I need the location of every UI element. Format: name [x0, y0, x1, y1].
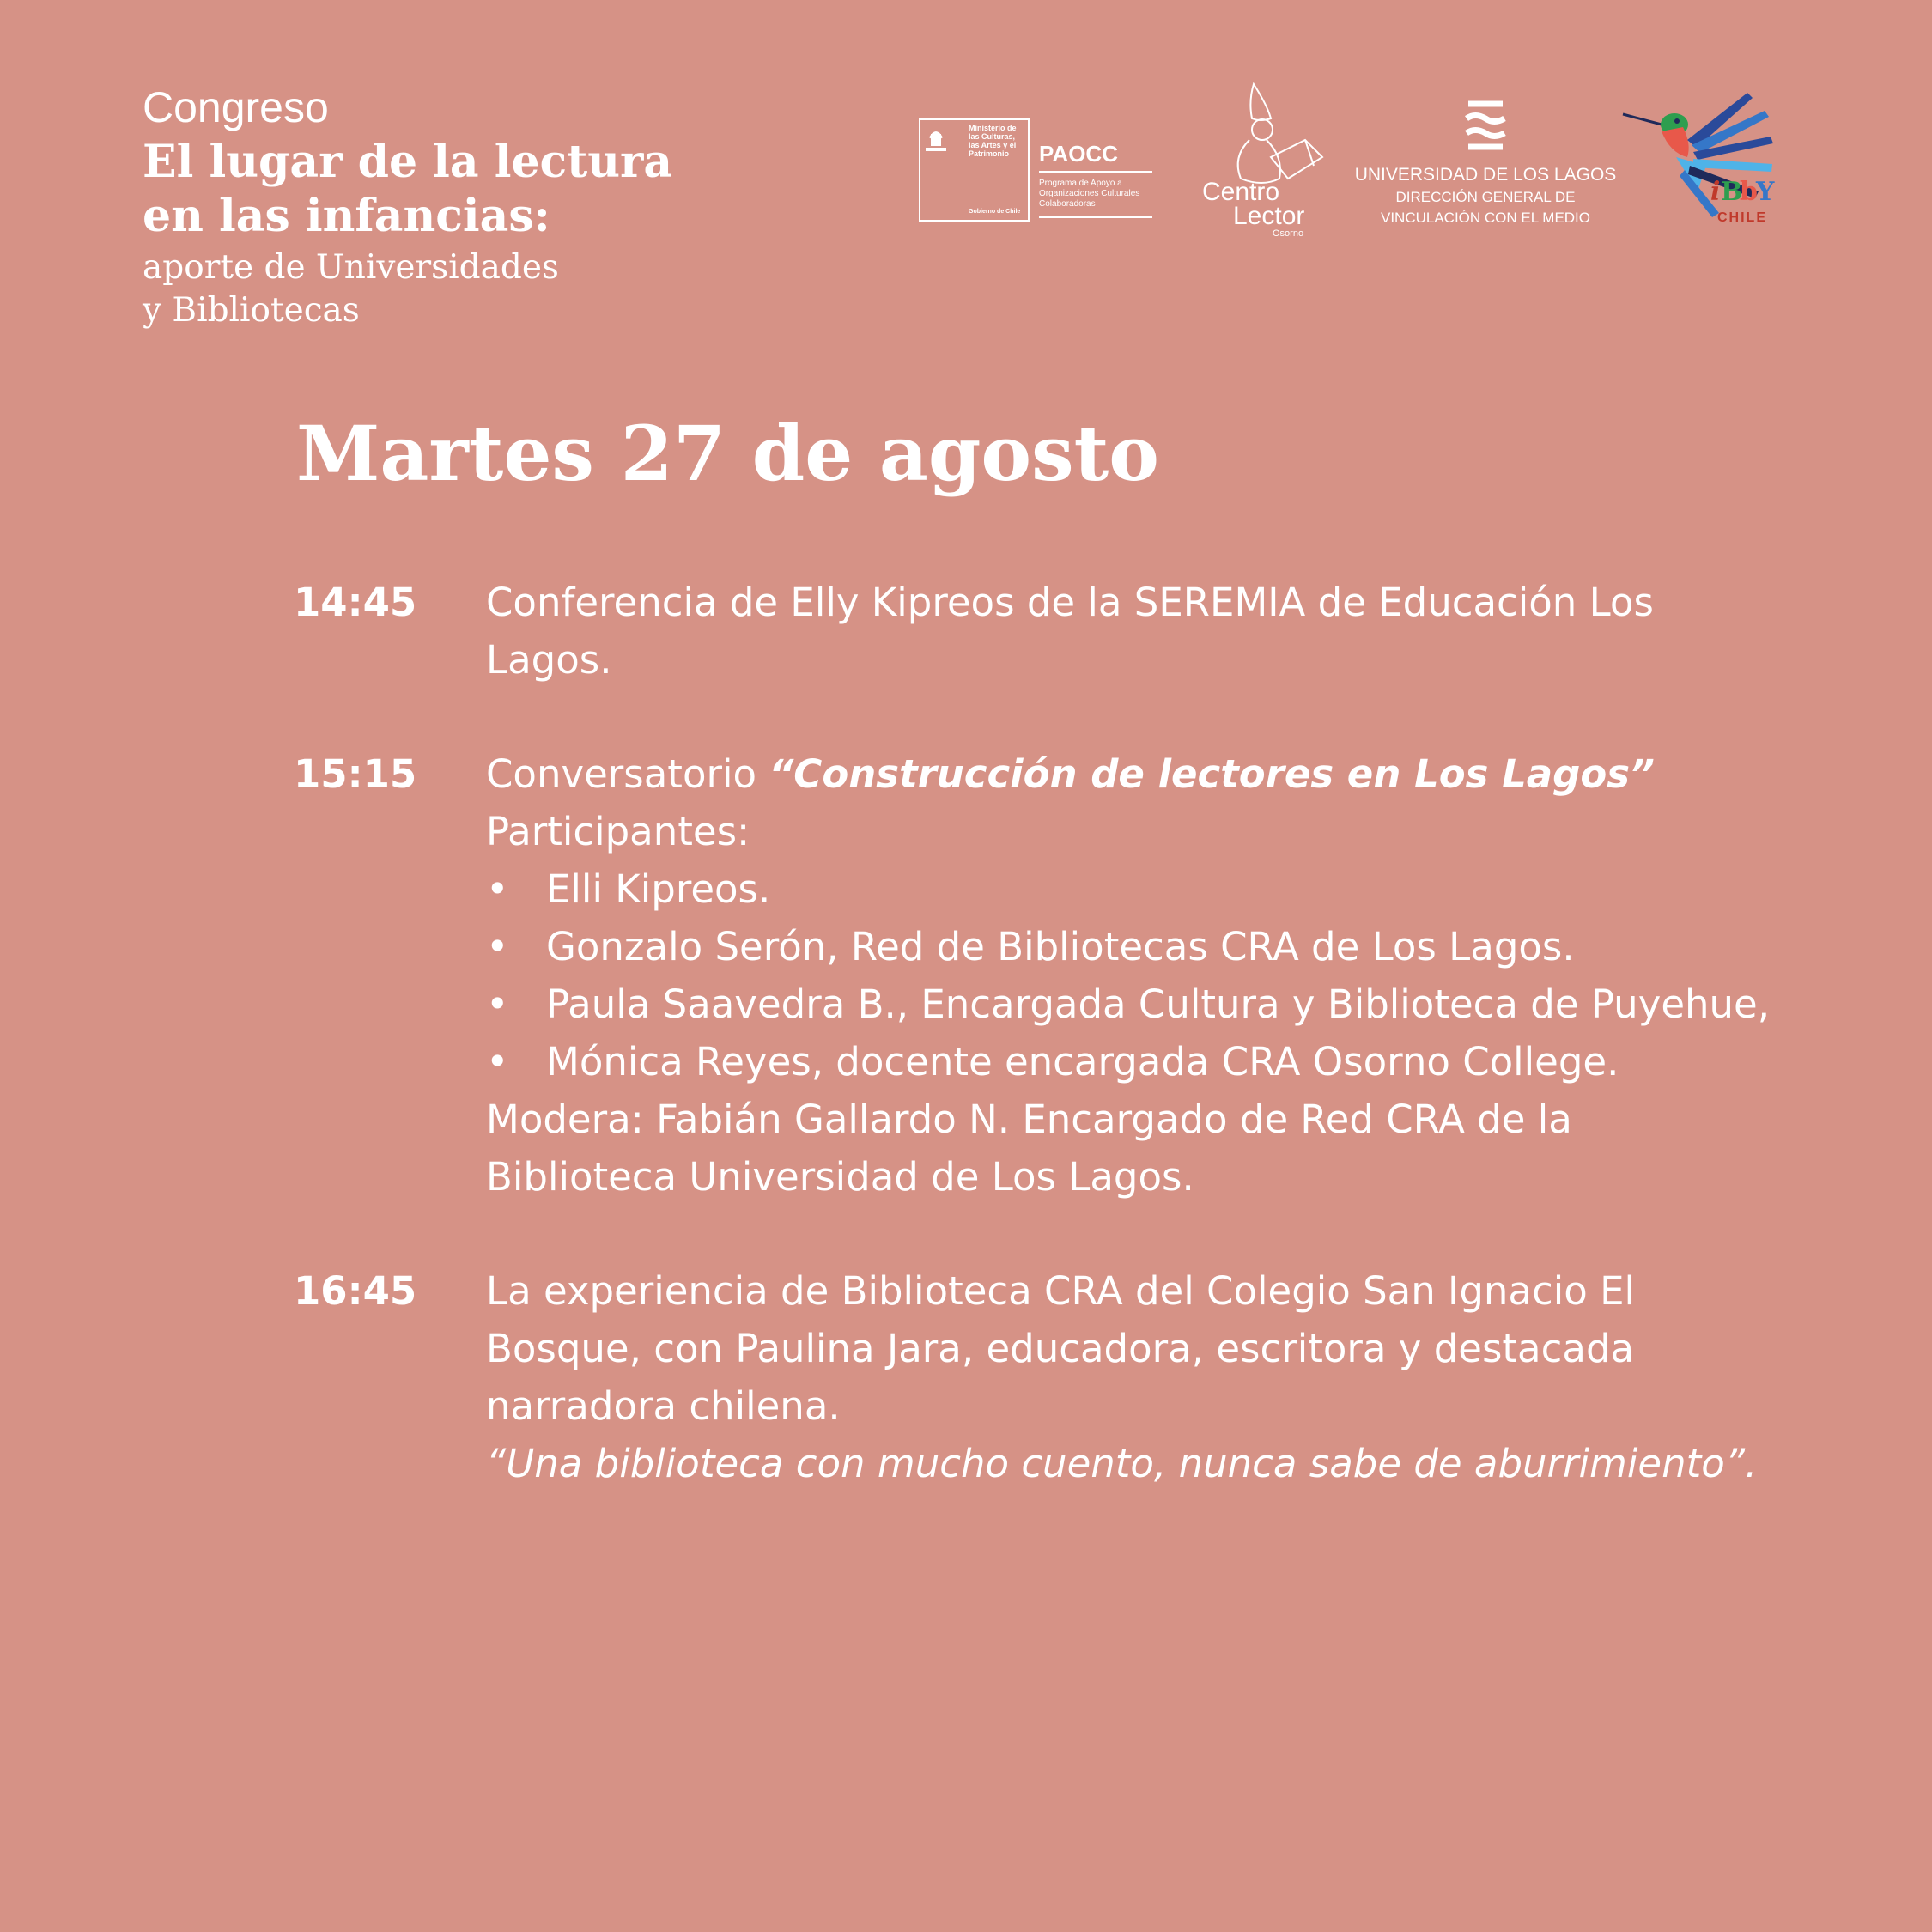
item-3-content [486, 1262, 1822, 1492]
paocc-line-3: Colaboradoras [1039, 199, 1096, 209]
participant-item: • Mónica Reyes, docente encargada CRA Osorno College. [486, 1033, 1822, 1091]
title-line-1: El lugar de la lectura [143, 136, 673, 188]
item-3-time: 16:45 [294, 1268, 417, 1314]
ministry-line-1: Ministerio de [969, 124, 1017, 132]
item-3-text-line-2: Bosque, con Paulina Jara, educadora, escritora y destacada [486, 1326, 1635, 1371]
ibby-i: i [1710, 177, 1721, 207]
ulagos-logo [1354, 97, 1623, 226]
gnome-reading-icon [1238, 84, 1322, 183]
participant-item: • Gonzalo Serón, Red de Bibliotecas CRA de Los Lagos. [486, 918, 1822, 975]
item-2-heading [486, 745, 1822, 803]
waves-icon [1467, 104, 1504, 147]
item-3-text-line-3: narradora chilena. [486, 1383, 841, 1429]
participants-list [486, 860, 1822, 1091]
item-2-content [486, 745, 1822, 1206]
ibby-b1: B [1721, 177, 1743, 207]
ibby-y: Y [1756, 177, 1775, 207]
program-schedule [294, 574, 1822, 1549]
paocc-line-2: Organizaciones Culturales [1039, 189, 1140, 198]
sponsor-logos [919, 76, 1786, 239]
subtitle-line-2: y Bibliotecas [143, 291, 360, 330]
gobierno-paocc-logo [919, 118, 1155, 222]
ministry-line-2: las Culturas, [969, 132, 1016, 141]
ulagos-line-2: VINCULACIÓN CON EL MEDIO [1380, 210, 1591, 226]
item-3-text-line-1: La experiencia de Biblioteca CRA del Colegio San Ignacio El [486, 1268, 1636, 1314]
congress-subtitle [143, 246, 744, 332]
subtitle-line-1: aporte de Universidades [143, 248, 559, 287]
paocc-label: PAOCC [1039, 141, 1118, 167]
ibby-country: CHILE [1717, 210, 1767, 225]
ibby-chile-logo [1623, 88, 1795, 226]
ibby-b2: b [1740, 177, 1758, 207]
chile-coat-of-arms-icon [926, 131, 946, 151]
moderator-line-2: Biblioteca Universidad de Los Lagos. [486, 1154, 1194, 1200]
ulagos-name: UNIVERSIDAD DE LOS LAGOS [1354, 165, 1617, 185]
lector-label: Lector [1233, 202, 1305, 230]
centro-lector-logo [1202, 80, 1331, 239]
ministry-line-3: las Artes y el [969, 141, 1017, 149]
schedule-item-2 [294, 745, 1822, 1206]
item-1-time: 14:45 [294, 580, 417, 625]
item-2-intro: Conversatorio [486, 751, 769, 797]
moderator-line-1: Modera: Fabián Gallardo N. Encargado de Red CRA de la [486, 1097, 1572, 1142]
item-1-text-line-1: Conferencia de Elly Kipreos de la SEREMIA de Educación Los [486, 580, 1654, 625]
schedule-item-1 [294, 574, 1822, 689]
item-1-content [486, 574, 1822, 689]
ulagos-line-1: DIRECCIÓN GENERAL DE [1395, 189, 1576, 205]
item-2-time: 15:15 [294, 751, 417, 797]
item-3-quote: “Una biblioteca con mucho cuento, nunca sabe de aburrimiento”. [486, 1441, 1758, 1486]
paocc-line-1: Programa de Apoyo a [1039, 179, 1122, 188]
gobierno-label: Gobierno de Chile [969, 209, 1021, 215]
title-line-2: en las infancias: [143, 190, 550, 242]
participant-item: • Paula Saavedra B., Encargada Cultura y Biblioteca de Puyehue, [486, 975, 1822, 1033]
day-title: Martes 27 de agosto [296, 409, 1159, 498]
congress-label: Congreso [143, 83, 329, 131]
schedule-item-3 [294, 1262, 1822, 1492]
item-2-talk-title: “Construcción de lectores en Los Lagos” [769, 751, 1656, 797]
participants-label: Participantes: [486, 809, 750, 854]
item-1-text-line-2: Lagos. [486, 637, 612, 683]
event-header [143, 82, 744, 332]
centro-label: Centro [1202, 178, 1280, 206]
ministry-line-4: Patrimonio [969, 149, 1010, 158]
participant-item: • Elli Kipreos. [486, 860, 1822, 918]
osorno-label: Osorno [1273, 228, 1304, 239]
congress-title [143, 135, 744, 243]
